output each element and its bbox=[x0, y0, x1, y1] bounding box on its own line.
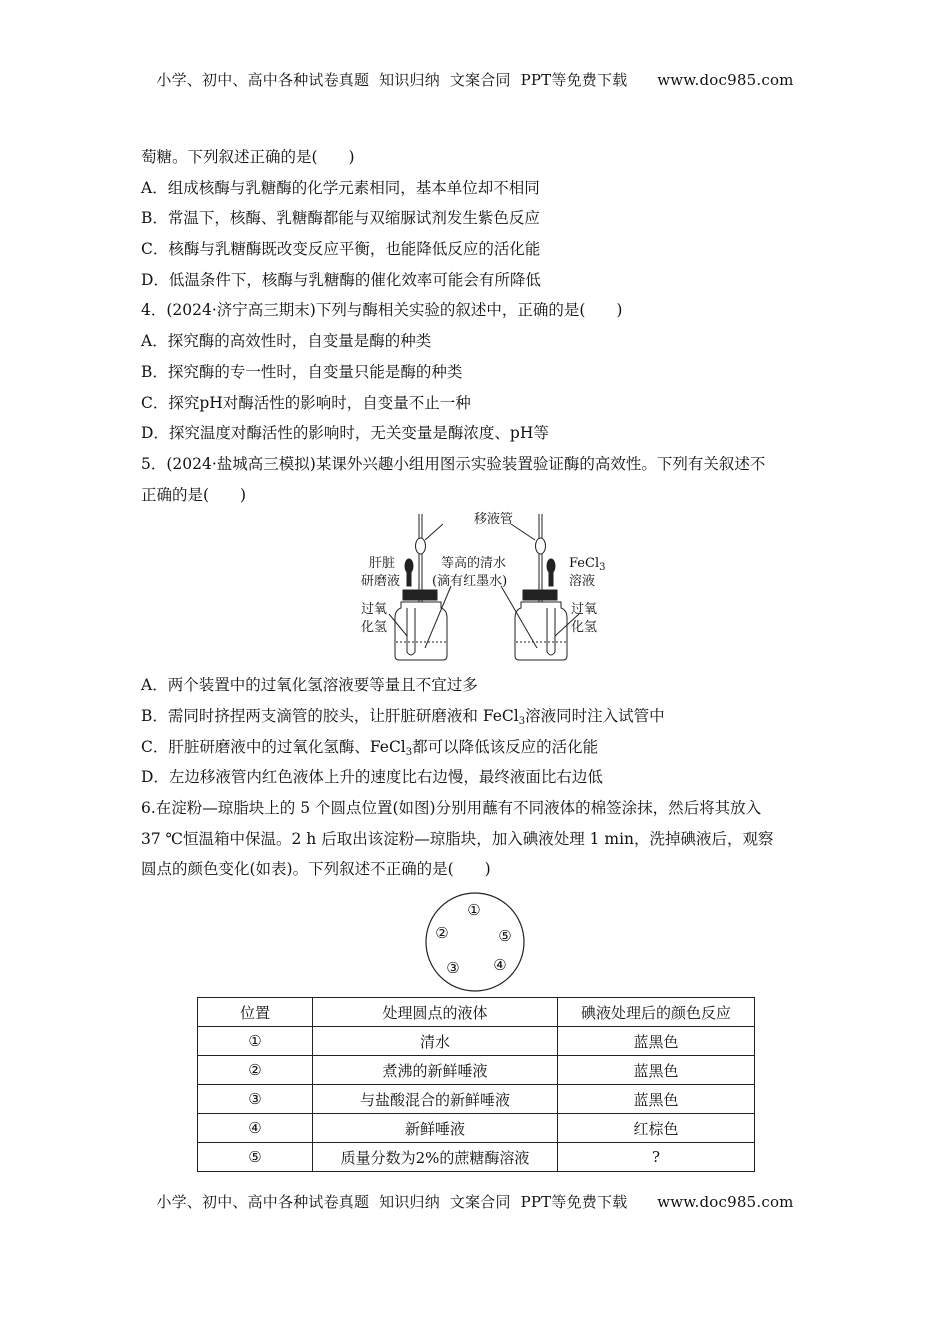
q5-option-a: A．两个装置中的过氧化氢溶液要等量且不宜过多 bbox=[141, 676, 478, 695]
table-row bbox=[198, 1085, 755, 1114]
table-header-row bbox=[198, 998, 755, 1027]
table-cell: ④ bbox=[198, 1114, 313, 1143]
table-cell: 蓝黑色 bbox=[558, 1056, 755, 1085]
results-table bbox=[197, 997, 755, 1172]
table-row bbox=[198, 1056, 755, 1085]
q5-option-c: C．肝脏研磨液中的过氧化氢酶、FeCl$_3$都可以降低该反应的活化能 bbox=[141, 737, 599, 758]
q4-option-b: B．探究酶的专一性时，自变量只能是酶的种类 bbox=[141, 362, 463, 381]
point-3: ③ bbox=[446, 959, 460, 978]
table-cell: ? bbox=[558, 1143, 755, 1172]
table-cell: 红棕色 bbox=[558, 1114, 755, 1143]
label-pipette: 移液管 bbox=[474, 512, 514, 528]
q3-stem-tail: 萄糖。下列叙述正确的是( ) bbox=[141, 148, 355, 166]
q3-option-d: D．低温条件下，核酶与乳糖酶的催化效率可能会有所降低 bbox=[141, 270, 541, 289]
table-cell: ③ bbox=[198, 1085, 313, 1114]
footer-banner: 小学、初中、高中各种试卷真题 知识归纳 文案合同 PPT等免费下载 www.doc985.com bbox=[156, 1193, 794, 1211]
q5-option-d: D．左边移液管内红色液体上升的速度比右边慢，最终液面比右边低 bbox=[141, 768, 603, 787]
point-4: ④ bbox=[493, 956, 507, 975]
table-row bbox=[198, 1027, 755, 1056]
q6-stem-line1: 6.在淀粉—琼脂块上的 5 个圆点位置(如图)分别用蘸有不同液体的棉签涂抹，然后将其放入 bbox=[141, 799, 762, 817]
table-cell: 蓝黑色 bbox=[558, 1085, 755, 1114]
point-1: ① bbox=[467, 901, 481, 920]
q5-stem-line1: 5．(2024·盐城高三模拟)某课外兴趣小组用图示实验装置验证酶的高效性。下列有关叙述不 bbox=[141, 454, 766, 473]
q3-option-b: B．常温下，核酶、乳糖酶都能与双缩脲试剂发生紫色反应 bbox=[141, 209, 540, 228]
table-cell: 清水 bbox=[313, 1027, 558, 1056]
header-banner: 小学、初中、高中各种试卷真题 知识归纳 文案合同 PPT等免费下载 www.doc985.com bbox=[156, 71, 794, 89]
table-header: 位置 bbox=[198, 998, 313, 1027]
label-h2o2-right-1: 过氧 bbox=[571, 602, 598, 618]
q5-option-b: B．需同时挤捏两支滴管的胶头，让肝脏研磨液和 FeCl$_3$溶液同时注入试管中 bbox=[141, 706, 665, 727]
table-cell: 蓝黑色 bbox=[558, 1027, 755, 1056]
label-fecl3: FeCl$_3$ bbox=[569, 556, 606, 574]
table-header: 碘液处理后的颜色反应 bbox=[558, 998, 755, 1027]
table-cell: ① bbox=[198, 1027, 313, 1056]
q3-option-c: C．核酶与乳糖酶既改变反应平衡，也能降低反应的活化能 bbox=[141, 240, 541, 259]
table-cell: ② bbox=[198, 1056, 313, 1085]
point-5: ⑤ bbox=[498, 927, 512, 946]
table-cell: 煮沸的新鲜唾液 bbox=[313, 1056, 558, 1085]
q6-stem-line2: 37 ℃恒温箱中保温。2 h 后取出该淀粉—琼脂块，加入碘液处理 1 min，洗掉碘液后，观察 bbox=[141, 829, 774, 848]
label-h2o2-left-2: 化氢 bbox=[361, 620, 388, 636]
table-row bbox=[198, 1114, 755, 1143]
label-water-1: 等高的清水 bbox=[441, 556, 507, 572]
table-row bbox=[198, 1143, 755, 1172]
table-cell: 新鲜唾液 bbox=[313, 1114, 558, 1143]
q4-option-d: D．探究温度对酶活性的影响时，无关变量是酶浓度、pH等 bbox=[141, 424, 549, 443]
table-cell: 质量分数为2%的蔗糖酶溶液 bbox=[313, 1143, 558, 1172]
q3-option-a: A．组成核酶与乳糖酶的化学元素相同，基本单位却不相同 bbox=[141, 178, 540, 197]
label-liver-1: 肝脏 bbox=[369, 556, 396, 572]
q6-stem-line3: 圆点的颜色变化(如表)。下列叙述不正确的是( ) bbox=[141, 860, 491, 879]
label-fecl3-solution: 溶液 bbox=[569, 574, 596, 590]
q4-option-a: A．探究酶的高效性时，自变量是酶的种类 bbox=[141, 332, 432, 351]
apparatus-figure bbox=[141, 510, 811, 670]
q4-stem: 4．(2024·济宁高三期末)下列与酶相关实验的叙述中，正确的是( ) bbox=[141, 301, 623, 320]
table-cell: ⑤ bbox=[198, 1143, 313, 1172]
label-water-2: (滴有红墨水) bbox=[432, 574, 508, 590]
page-content bbox=[141, 142, 811, 1172]
label-h2o2-right-2: 化氢 bbox=[571, 620, 598, 636]
q4-option-c: C．探究pH对酶活性的影响时，自变量不止一种 bbox=[141, 393, 471, 412]
apparatus-drawing bbox=[351, 510, 621, 670]
label-h2o2-left-1: 过氧 bbox=[361, 602, 388, 618]
agar-block-figure bbox=[141, 891, 811, 993]
table-cell: 与盐酸混合的新鲜唾液 bbox=[313, 1085, 558, 1114]
point-2: ② bbox=[435, 924, 449, 943]
label-liver-2: 研磨液 bbox=[361, 574, 401, 590]
table-header: 处理圆点的液体 bbox=[313, 998, 558, 1027]
q5-stem-line2: 正确的是( ) bbox=[141, 485, 247, 504]
